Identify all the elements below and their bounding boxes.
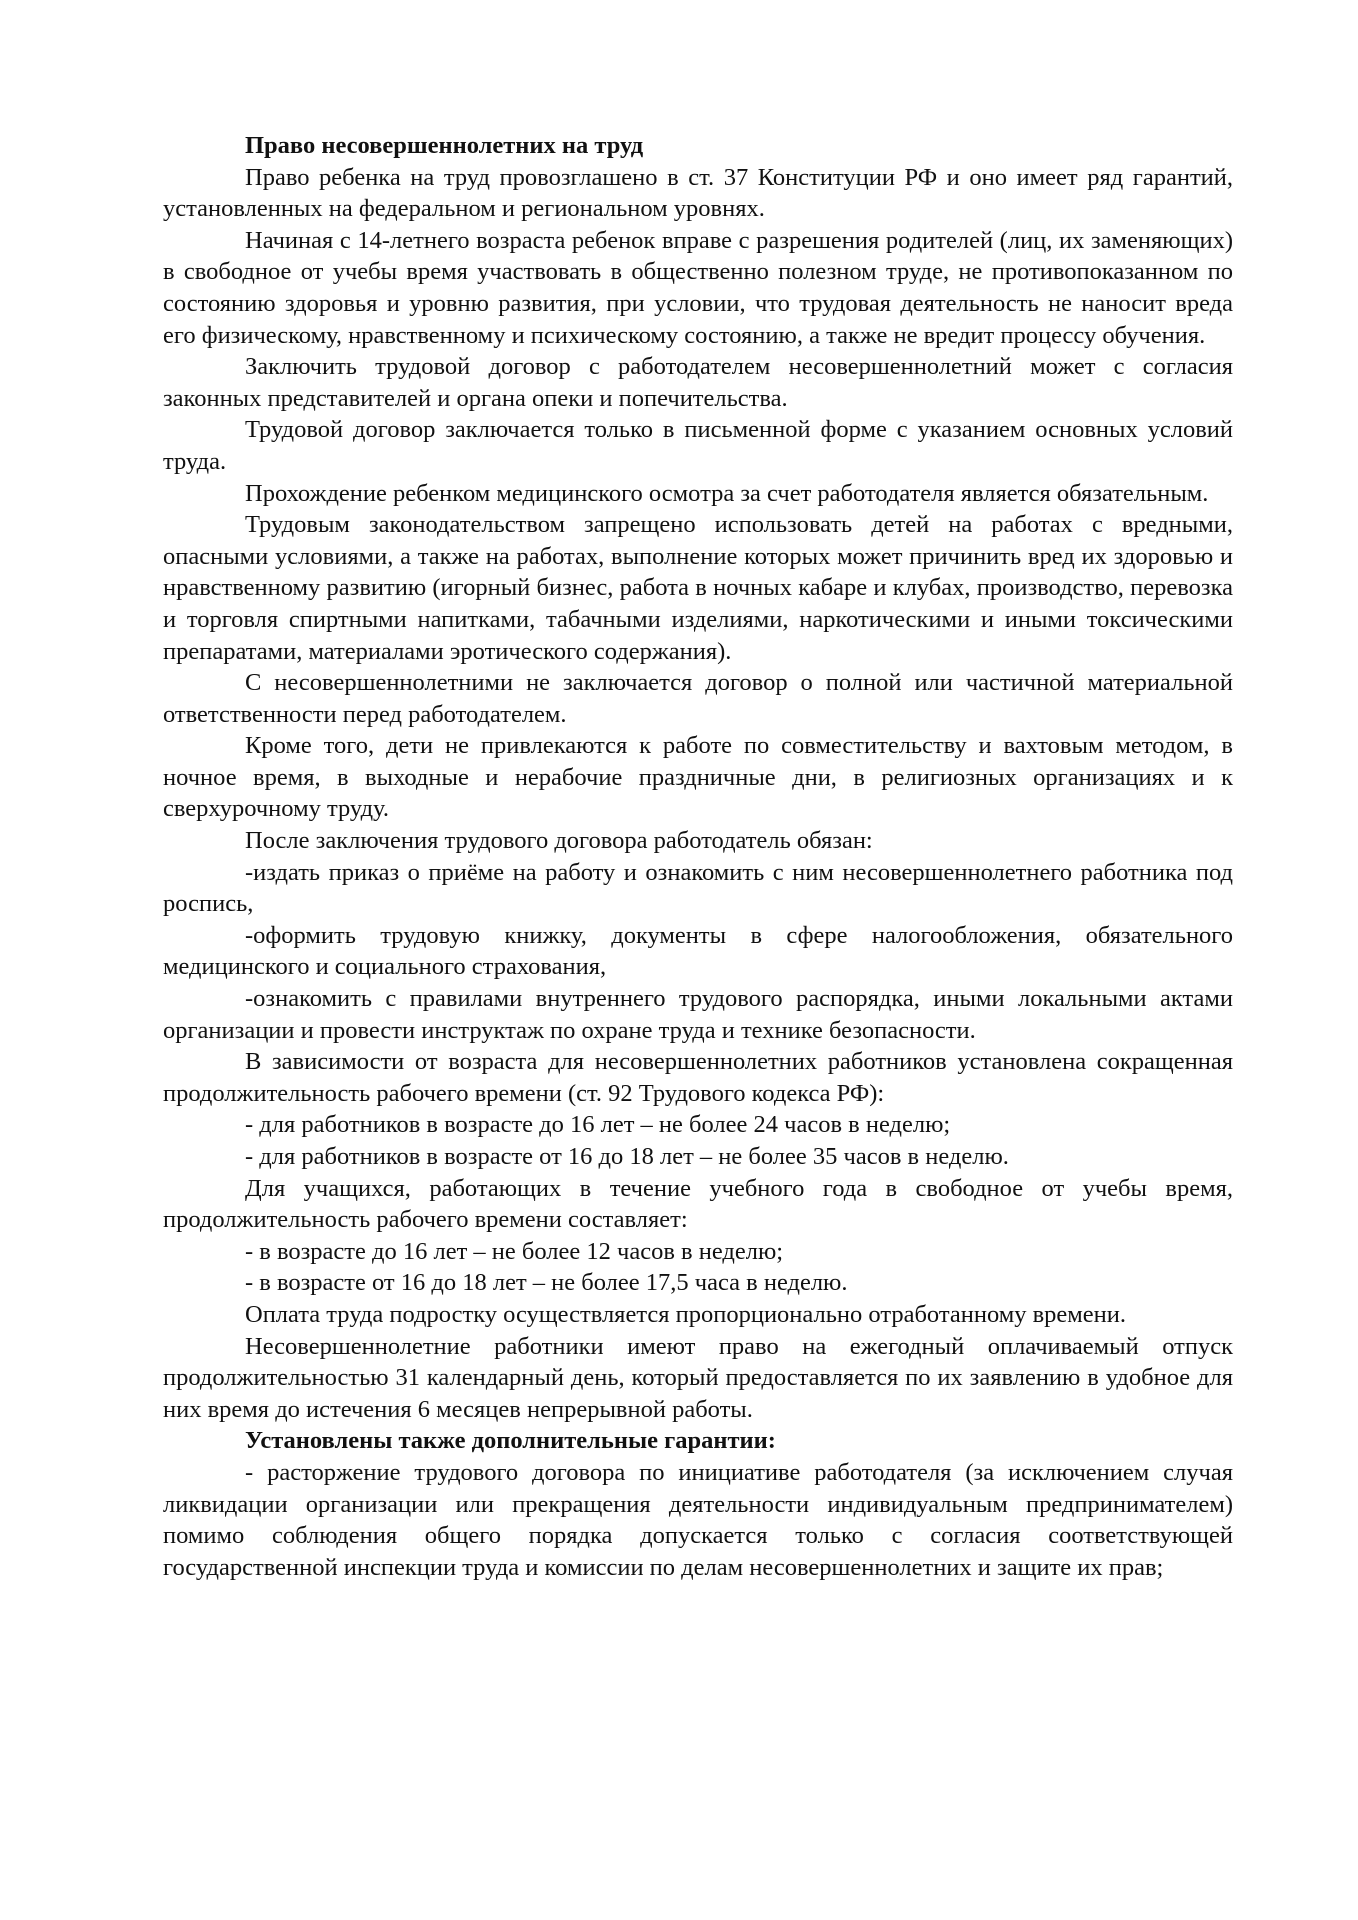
paragraph-age-14: Начиная с 14-летнего возраста ребенок вправе с разрешения родителей (лиц, их заменяющих) в свободное от учебы время участвовать в общественно полезном труде, не противопоказанном по состоянию здоровья и уровню развития, при условии, что трудовая деятельность не наносит вреда его физическому, нравственному и психическому состоянию, а также не вредит процессу обучения. bbox=[163, 226, 1233, 349]
document-title: Право несовершеннолетних на труд bbox=[245, 132, 644, 159]
paragraph-vacation: Несовершеннолетние работники имеют право на ежегодный оплачиваемый отпуск продолжительностью 31 календарный день, который предоставляется по их заявлению в удобное для них время до истечения 6 месяцев непрерывной работы. bbox=[163, 1332, 1233, 1423]
paragraph-students: Для учащихся, работающих в течение учебного года в свободное от учебы время, продолжительность рабочего времени составляет: bbox=[163, 1174, 1233, 1234]
subheading-guarantees: Установлены также дополнительные гарантии: bbox=[245, 1427, 776, 1455]
paragraph-liability: С несовершеннолетними не заключается договор о полной или частичной материальной ответственности перед работодателем. bbox=[163, 669, 1233, 728]
paragraph-medical-exam: Прохождение ребенком медицинского осмотра за счет работодателя является обязательным. bbox=[245, 479, 1209, 507]
document-page bbox=[163, 130, 1233, 1583]
paragraph-written-form: Трудовой договор заключается только в письменной форме с указанием основных условий труда. bbox=[163, 416, 1233, 475]
list-item-students-16-18: - в возрасте от 16 до 18 лет – не более 17,5 часа в неделю. bbox=[245, 1269, 848, 1297]
paragraph-employer-obligations: После заключения трудового договора работодатель обязан: bbox=[245, 827, 873, 855]
paragraph-payment: Оплата труда подростку осуществляется пропорционально отработанному времени. bbox=[245, 1300, 1127, 1328]
list-item-students-under-16: - в возрасте до 16 лет – не более 12 часов в неделю; bbox=[245, 1237, 784, 1265]
list-item-under-16: - для работников в возрасте до 16 лет – не более 24 часов в неделю; bbox=[245, 1111, 951, 1139]
list-item-16-18: - для работников в возрасте от 16 до 18 лет – не более 35 часов в неделю. bbox=[245, 1143, 1009, 1170]
paragraph-restrictions: Кроме того, дети не привлекаются к работе по совместительству и вахтовым методом, в ночное время, в выходные и нерабочие праздничные дни, в религиозных организациях и к сверхурочному труду. bbox=[163, 732, 1233, 823]
paragraph-reduced-hours: В зависимости от возраста для несовершеннолетних работников установлена сокращенная продолжительность рабочего времени (ст. 92 Трудового кодекса РФ): bbox=[163, 1048, 1233, 1107]
paragraph-constitution: Право ребенка на труд провозглашено в ст. 37 Конституции РФ и оно имеет ряд гарантий, установленных на федеральном и региональном уровнях. bbox=[163, 163, 1233, 223]
paragraph-contract-consent: Заключить трудовой договор с работодателем несовершеннолетний может с согласия законных представителей и органа опеки и попечительства. bbox=[163, 353, 1233, 412]
list-item-workbook: -оформить трудовую книжку, документы в сфере налогообложения, обязательного медицинского и социального страхования, bbox=[163, 921, 1233, 981]
list-item-termination: - расторжение трудового договора по инициативе работодателя (за исключением случая ликвидации организации или прекращения деятельности индивидуальным предпринимателем) помимо соблюдения общего порядка допускается только с согласия соответствующей государственной инспекции труда и комиссии по делам несовершеннолетних и защите их прав; bbox=[163, 1458, 1233, 1581]
list-item-order: -издать приказ о приёме на работу и ознакомить с ним несовершеннолетнего работника под роспись, bbox=[163, 858, 1233, 918]
paragraph-prohibited-work: Трудовым законодательством запрещено использовать детей на работах с вредными, опасными условиями, а также на работах, выполнение которых может причинить вред их здоровью и нравственному развитию (игорный бизнес, работа в ночных кабаре и клубах, производство, перевозка и торговля спиртными напитками, табачными изделиями, наркотическими и иными токсическими препаратами, материалами эротического содержания). bbox=[163, 511, 1233, 665]
list-item-briefing: -ознакомить с правилами внутреннего трудового распорядка, иными локальными актами организации и провести инструктаж по охране труда и технике безопасности. bbox=[163, 985, 1233, 1044]
